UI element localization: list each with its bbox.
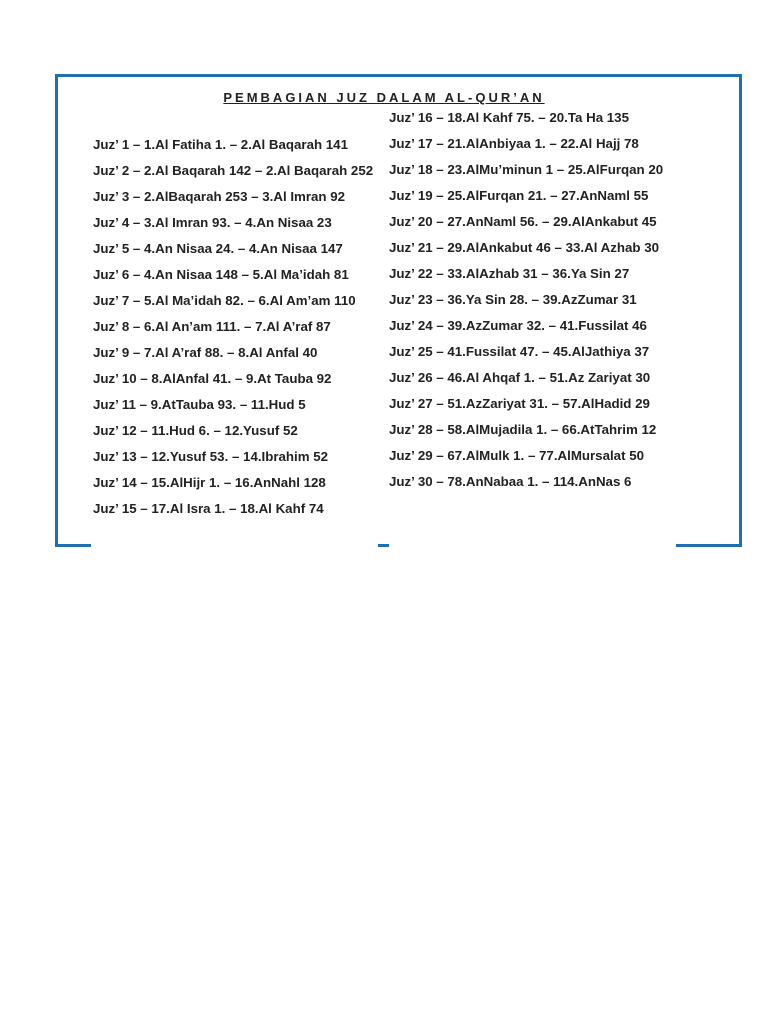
juz-entry: Juz’ 3 – 2.AlBaqarah 253 – 3.Al Imran 92 <box>93 189 346 204</box>
juz-entry: Juz’ 25 – 41.Fussilat 47. – 45.AlJathiya 37 <box>389 344 650 359</box>
juz-entry: Juz’ 19 – 25.AlFurqan 21. – 27.AnNaml 55 <box>389 188 649 203</box>
juz-entry: Juz’ 1 – 1.Al Fatiha 1. – 2.Al Baqarah 141 <box>93 137 348 152</box>
juz-entry: Juz’ 21 – 29.AlAnkabut 46 – 33.Al Azhab 30 <box>389 240 659 255</box>
juz-entry: Juz’ 22 – 33.AlAzhab 31 – 36.Ya Sin 27 <box>389 266 630 281</box>
juz-entry: Juz’ 30 – 78.AnNabaa 1. – 114.AnNas 6 <box>389 474 632 489</box>
juz-entry: Juz’ 16 – 18.Al Kahf 75. – 20.Ta Ha 135 <box>389 110 629 125</box>
juz-entry: Juz’ 15 – 17.Al Isra 1. – 18.Al Kahf 74 <box>93 501 324 516</box>
frame-border-right <box>739 74 742 547</box>
juz-entry: Juz’ 23 – 36.Ya Sin 28. – 39.AzZumar 31 <box>389 292 637 307</box>
juz-entry: Juz’ 27 – 51.AzZariyat 31. – 57.AlHadid 29 <box>389 396 650 411</box>
juz-entry: Juz’ 8 – 6.Al An’am 111. – 7.Al A’raf 87 <box>93 319 331 334</box>
juz-entry: Juz’ 9 – 7.Al A’raf 88. – 8.Al Anfal 40 <box>93 345 318 360</box>
frame-border-top <box>55 74 742 77</box>
juz-entry: Juz’ 2 – 2.Al Baqarah 142 – 2.Al Baqarah 252 <box>93 163 374 178</box>
juz-entry: Juz’ 18 – 23.AlMu’minun 1 – 25.AlFurqan 20 <box>389 162 664 177</box>
frame-border-left <box>55 74 58 547</box>
juz-entry: Juz’ 5 – 4.An Nisaa 24. – 4.An Nisaa 147 <box>93 241 343 256</box>
juz-entry: Juz’ 11 – 9.AtTauba 93. – 11.Hud 5 <box>93 397 306 412</box>
juz-entry: Juz’ 20 – 27.AnNaml 56. – 29.AlAnkabut 45 <box>389 214 657 229</box>
juz-entry: Juz’ 4 – 3.Al Imran 93. – 4.An Nisaa 23 <box>93 215 332 230</box>
page-title: PEMBAGIAN JUZ DALAM AL-QUR’AN <box>223 90 545 105</box>
juz-entry: Juz’ 29 – 67.AlMulk 1. – 77.AlMursalat 50 <box>389 448 644 463</box>
juz-entry: Juz’ 10 – 8.AlAnfal 41. – 9.At Tauba 92 <box>93 371 332 386</box>
juz-list-left <box>93 134 378 524</box>
frame-border-bottom-right <box>676 544 742 547</box>
frame-border-bottom-left <box>55 544 91 547</box>
juz-entry: Juz’ 14 – 15.AlHijr 1. – 16.AnNahl 128 <box>93 475 326 490</box>
juz-entry: Juz’ 17 – 21.AlAnbiyaa 1. – 22.Al Hajj 78 <box>389 136 639 151</box>
juz-entry: Juz’ 26 – 46.Al Ahqaf 1. – 51.Az Zariyat 30 <box>389 370 651 385</box>
juz-entry: Juz’ 7 – 5.Al Ma’idah 82. – 6.Al Am’am 110 <box>93 293 356 308</box>
juz-list-right <box>389 107 674 497</box>
juz-entry: Juz’ 28 – 58.AlMujadila 1. – 66.AtTahrim 12 <box>389 422 657 437</box>
juz-entry: Juz’ 13 – 12.Yusuf 53. – 14.Ibrahim 52 <box>93 449 329 464</box>
juz-entry: Juz’ 6 – 4.An Nisaa 148 – 5.Al Ma’idah 81 <box>93 267 349 282</box>
juz-entry: Juz’ 24 – 39.AzZumar 32. – 41.Fussilat 46 <box>389 318 647 333</box>
juz-entry: Juz’ 12 – 11.Hud 6. – 12.Yusuf 52 <box>93 423 298 438</box>
frame-border-bottom-mid <box>378 544 389 547</box>
